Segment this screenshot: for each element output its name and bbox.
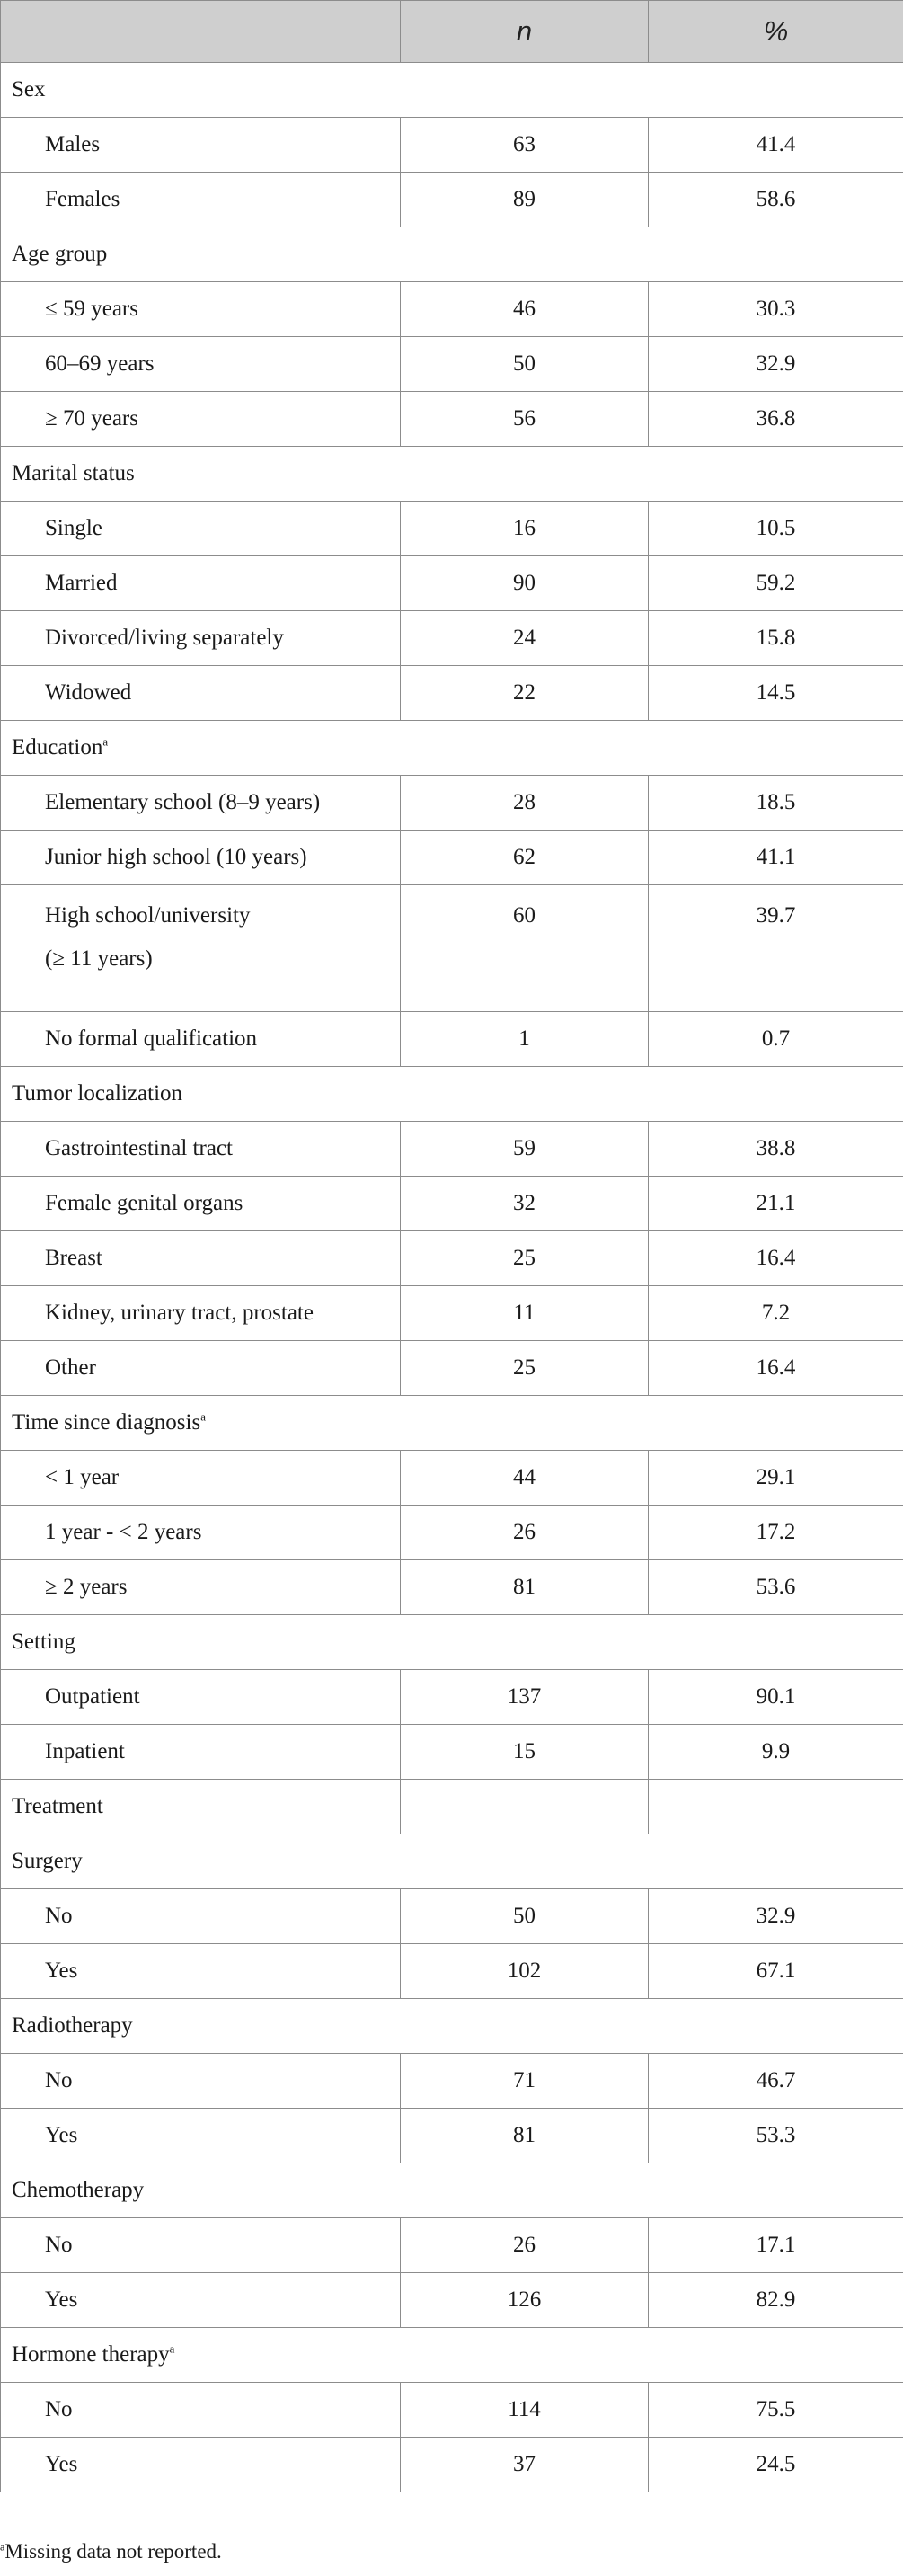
row-label	[1, 1725, 401, 1780]
row-label-text: Age group	[12, 242, 108, 266]
cell-percent: 16.4	[649, 1341, 903, 1396]
row-label-text: < 1 year	[45, 1465, 120, 1489]
footnote	[0, 2540, 222, 2563]
cell-percent: 41.4	[649, 118, 903, 173]
row-label-text: Divorced/living separately	[45, 626, 284, 650]
table-row	[1, 666, 903, 721]
cell-percent: 75.5	[649, 2383, 903, 2438]
cell-percent: 53.6	[649, 1560, 903, 1615]
table-row	[1, 556, 903, 611]
cell-percent: 90.1	[649, 1670, 903, 1725]
cell-percent: 59.2	[649, 556, 903, 611]
row-label-text: Marital status	[12, 461, 135, 485]
row-label	[1, 1177, 401, 1231]
category-row	[1, 1999, 903, 2054]
row-label	[1, 337, 401, 392]
category-label	[1, 227, 903, 282]
cell-percent: 17.1	[649, 2218, 903, 2273]
row-label-text-line2: (≥ 11 years)	[45, 946, 153, 971]
cell-percent: 9.9	[649, 1725, 903, 1780]
row-label-text: ≤ 59 years	[45, 297, 138, 321]
row-label	[1, 611, 401, 666]
cell-n: 25	[401, 1231, 649, 1286]
cell-percent: 58.6	[649, 173, 903, 227]
row-label	[1, 2109, 401, 2163]
category-label	[1, 1615, 903, 1670]
cell-percent: 30.3	[649, 282, 903, 337]
category-label	[1, 1834, 903, 1889]
category-row	[1, 1615, 903, 1670]
table-row	[1, 1177, 903, 1231]
cell-n: 32	[401, 1177, 649, 1231]
cell-n: 28	[401, 776, 649, 831]
category-row	[1, 227, 903, 282]
row-label-text: Elementary school (8–9 years)	[45, 790, 321, 814]
category-label	[1, 1999, 903, 2054]
footnote-mark: a	[0, 2540, 5, 2554]
cell-n: 50	[401, 1889, 649, 1944]
cell-percent: 39.7	[649, 885, 903, 1012]
category-row	[1, 63, 903, 118]
category-label	[1, 1396, 903, 1451]
cell-n: 16	[401, 502, 649, 556]
row-label	[1, 666, 401, 721]
header-row	[1, 1, 903, 63]
row-label	[1, 2218, 401, 2273]
row-label-text: Other	[45, 1355, 96, 1380]
row-label-text: No formal qualification	[45, 1026, 258, 1051]
row-label	[1, 2438, 401, 2492]
cell-n	[401, 1780, 649, 1834]
cell-n: 50	[401, 337, 649, 392]
row-label-text: Inpatient	[45, 1739, 125, 1763]
cell-n: 59	[401, 1122, 649, 1177]
table-row	[1, 118, 903, 173]
row-label	[1, 502, 401, 556]
row-label-text: No	[45, 2233, 73, 2257]
cell-n: 26	[401, 2218, 649, 2273]
category-label	[1, 1067, 903, 1122]
cell-percent: 24.5	[649, 2438, 903, 2492]
row-label	[1, 1560, 401, 1615]
row-label	[1, 1231, 401, 1286]
table-row	[1, 1725, 903, 1780]
table-row	[1, 611, 903, 666]
row-label-text: 60–69 years	[45, 351, 155, 376]
cell-percent: 16.4	[649, 1231, 903, 1286]
header-n: n	[401, 1, 649, 63]
row-label	[1, 1944, 401, 1999]
row-label	[1, 1012, 401, 1067]
row-label	[1, 1889, 401, 1944]
row-label-text: ≥ 2 years	[45, 1575, 128, 1599]
category-row	[1, 447, 903, 502]
row-label	[1, 282, 401, 337]
row-label-text: Tumor localization	[12, 1081, 183, 1106]
row-label	[1, 1506, 401, 1560]
cell-n: 90	[401, 556, 649, 611]
cell-n: 1	[401, 1012, 649, 1067]
category-row	[1, 1780, 903, 1834]
cell-n: 37	[401, 2438, 649, 2492]
row-label-text: Males	[45, 132, 101, 156]
footnote-marker: a	[102, 734, 109, 749]
table-row	[1, 282, 903, 337]
table-row	[1, 1286, 903, 1341]
table-row	[1, 2109, 903, 2163]
row-label	[1, 1451, 401, 1506]
cell-n: 22	[401, 666, 649, 721]
category-row	[1, 2328, 903, 2383]
row-label-text: ≥ 70 years	[45, 406, 138, 431]
row-label-text: Females	[45, 187, 120, 211]
row-label-text: Female genital organs	[45, 1191, 243, 1215]
cell-n: 63	[401, 118, 649, 173]
table-row	[1, 831, 903, 885]
table-row	[1, 1231, 903, 1286]
cell-percent: 38.8	[649, 1122, 903, 1177]
cell-n: 62	[401, 831, 649, 885]
cell-n: 24	[401, 611, 649, 666]
table-row	[1, 1670, 903, 1725]
row-label	[1, 1122, 401, 1177]
cell-n: 102	[401, 1944, 649, 1999]
table-row	[1, 502, 903, 556]
cell-percent: 17.2	[649, 1506, 903, 1560]
table-row	[1, 1560, 903, 1615]
row-label-text: Breast	[45, 1246, 102, 1270]
cell-n: 137	[401, 1670, 649, 1725]
table-row	[1, 1451, 903, 1506]
row-label-text: Widowed	[45, 680, 132, 705]
row-label-text: Chemotherapy	[12, 2178, 145, 2202]
cell-percent: 82.9	[649, 2273, 903, 2328]
category-row	[1, 1396, 903, 1451]
category-label	[1, 2163, 903, 2218]
row-label-text: Kidney, urinary tract, prostate	[45, 1301, 314, 1325]
footnote-marker: a	[200, 1409, 206, 1424]
row-label-text: Outpatient	[45, 1684, 140, 1709]
cell-percent: 18.5	[649, 776, 903, 831]
category-label	[1, 2328, 903, 2383]
cell-n: 25	[401, 1341, 649, 1396]
cell-percent: 32.9	[649, 1889, 903, 1944]
cell-n: 56	[401, 392, 649, 447]
cell-n: 11	[401, 1286, 649, 1341]
table-row	[1, 337, 903, 392]
table-row	[1, 2054, 903, 2109]
table-row	[1, 2273, 903, 2328]
row-label	[1, 173, 401, 227]
table-row	[1, 173, 903, 227]
table-row	[1, 1944, 903, 1999]
row-label-text: Yes	[45, 2452, 78, 2476]
table-row	[1, 1341, 903, 1396]
cell-percent: 67.1	[649, 1944, 903, 1999]
table-row	[1, 392, 903, 447]
category-label	[1, 721, 903, 776]
row-label-text: Treatment	[12, 1794, 103, 1818]
category-row	[1, 1834, 903, 1889]
row-label-text: Time since diagnosis	[12, 1410, 201, 1435]
row-label-text: Junior high school (10 years)	[45, 845, 307, 869]
cell-percent: 21.1	[649, 1177, 903, 1231]
row-label-text: No	[45, 1904, 73, 1928]
cell-percent: 41.1	[649, 831, 903, 885]
row-label-text: No	[45, 2068, 73, 2092]
cell-percent: 32.9	[649, 337, 903, 392]
cell-percent: 10.5	[649, 502, 903, 556]
row-label	[1, 392, 401, 447]
cell-n: 60	[401, 885, 649, 1012]
cell-percent: 29.1	[649, 1451, 903, 1506]
footnote-text: Missing data not reported.	[4, 2540, 222, 2563]
footnote-marker: a	[169, 2341, 175, 2356]
table-row	[1, 2438, 903, 2492]
row-label-text: Radiotherapy	[12, 2013, 133, 2038]
table-row	[1, 776, 903, 831]
row-label	[1, 1670, 401, 1725]
row-label	[1, 776, 401, 831]
cell-percent: 46.7	[649, 2054, 903, 2109]
table-row	[1, 1506, 903, 1560]
row-label	[1, 2054, 401, 2109]
row-label-text: Gastrointestinal tract	[45, 1136, 233, 1160]
row-label-text: Setting	[12, 1630, 75, 1654]
cell-n: 26	[401, 1506, 649, 1560]
row-label-text: Surgery	[12, 1849, 83, 1873]
header-label	[1, 1, 401, 63]
row-label-text: High school/university	[45, 903, 251, 928]
table-row	[1, 885, 903, 1012]
category-row	[1, 1067, 903, 1122]
row-label	[1, 885, 401, 1012]
table-row	[1, 2383, 903, 2438]
table-row	[1, 2218, 903, 2273]
row-label	[1, 2383, 401, 2438]
category-row	[1, 2163, 903, 2218]
row-label-text: 1 year - < 2 years	[45, 1520, 202, 1544]
row-label	[1, 2273, 401, 2328]
row-label	[1, 118, 401, 173]
cell-percent: 53.3	[649, 2109, 903, 2163]
header-percent: %	[649, 1, 903, 63]
row-label-text: No	[45, 2397, 73, 2421]
cell-percent: 0.7	[649, 1012, 903, 1067]
cell-n: 81	[401, 2109, 649, 2163]
category-row	[1, 721, 903, 776]
cell-n: 71	[401, 2054, 649, 2109]
row-label	[1, 1341, 401, 1396]
cell-n: 44	[401, 1451, 649, 1506]
row-label-text: Hormone therapy	[12, 2342, 170, 2367]
category-label	[1, 63, 903, 118]
cell-percent: 36.8	[649, 392, 903, 447]
row-label-text: Sex	[12, 77, 46, 102]
table-row	[1, 1122, 903, 1177]
row-label-text: Education	[12, 735, 103, 759]
cell-percent	[649, 1780, 903, 1834]
cell-n: 126	[401, 2273, 649, 2328]
row-label-text: Single	[45, 516, 102, 540]
row-label-text: Married	[45, 571, 118, 595]
cell-percent: 14.5	[649, 666, 903, 721]
category-label	[1, 447, 903, 502]
table-row	[1, 1012, 903, 1067]
cell-n: 46	[401, 282, 649, 337]
cell-n: 81	[401, 1560, 649, 1615]
cell-n: 15	[401, 1725, 649, 1780]
row-label	[1, 556, 401, 611]
cell-percent: 7.2	[649, 1286, 903, 1341]
cell-percent: 15.8	[649, 611, 903, 666]
row-label	[1, 831, 401, 885]
cell-n: 89	[401, 173, 649, 227]
cell-n: 114	[401, 2383, 649, 2438]
category-label	[1, 1780, 401, 1834]
row-label-text: Yes	[45, 1959, 78, 1983]
table-row	[1, 1889, 903, 1944]
row-label-text: Yes	[45, 2123, 78, 2147]
row-label	[1, 1286, 401, 1341]
row-label-text: Yes	[45, 2287, 78, 2312]
